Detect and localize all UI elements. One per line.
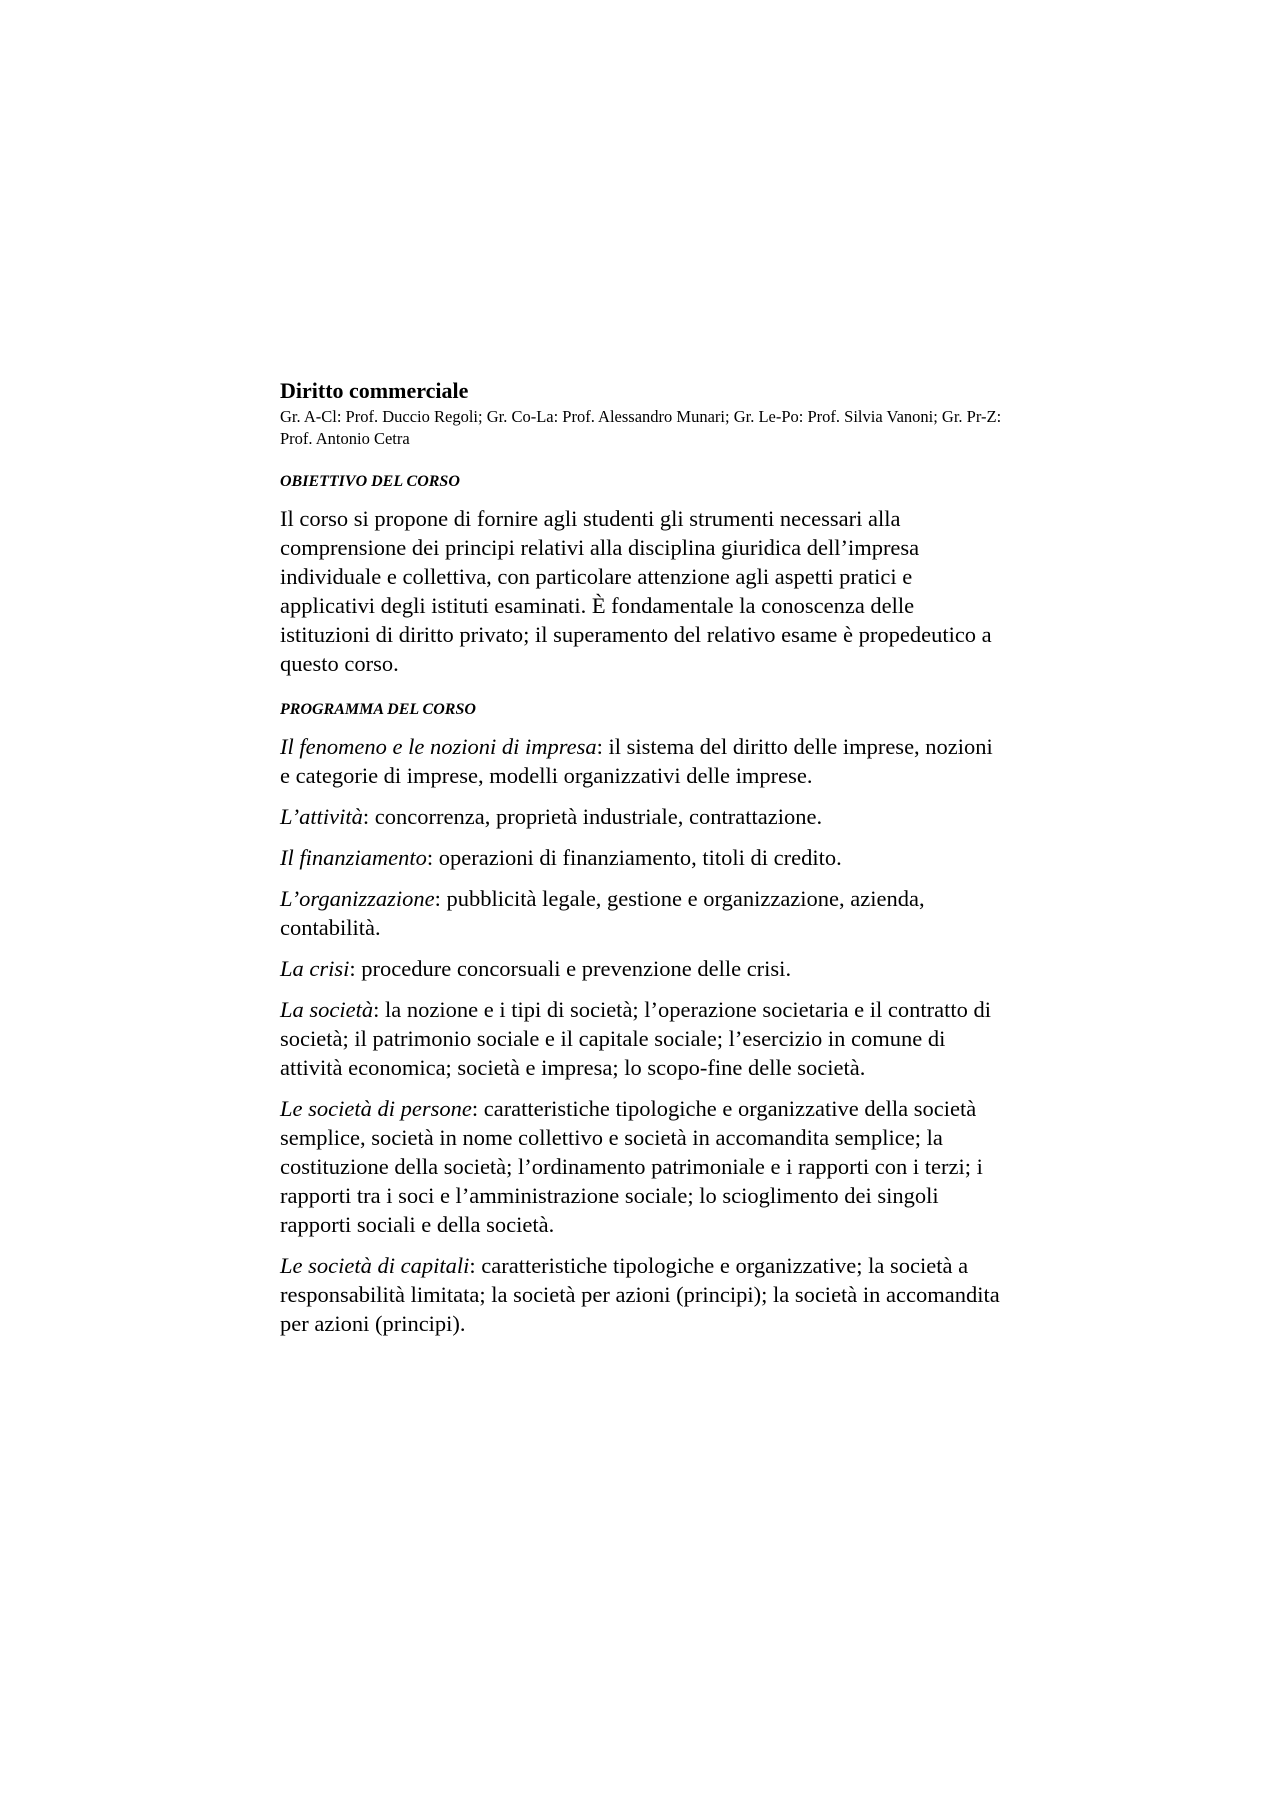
program-topic: [280, 1094, 1008, 1239]
topic-text: : il sistema del diritto delle imprese, nozioni e categorie di imprese, modelli organizzativi delle imprese.: [280, 734, 993, 788]
course-title: Diritto commerciale: [280, 378, 469, 403]
topic-text: : caratteristiche tipologiche e organizzative della società semplice, società in nome collettivo e società in accomandita semplice; la costituzione della società; l’ordinamento patrimoniale e i rapporti con i terzi; i rapporti tra i soci e l’amministrazione sociale; lo scioglimento dei singoli rapporti sociali e della società.: [280, 1096, 983, 1237]
topic-text: : operazioni di finanziamento, titoli di credito.: [426, 845, 842, 870]
program-heading: PROGRAMMA DEL CORSO: [280, 701, 476, 718]
objective-heading: OBIETTIVO DEL CORSO: [280, 473, 460, 490]
topic-label: La crisi: [280, 956, 350, 981]
topic-text: : procedure concorsuali e prevenzione delle crisi.: [349, 956, 792, 981]
objective-text: Il corso si propone di fornire agli studenti gli strumenti necessari alla comprensione dei principi relativi alla disciplina giuridica dell’impresa individuale e collettiva, con particolare attenzione agli aspetti pratici e applicativi degli istituti esaminati. È fondamentale la conoscenza delle istituzioni di diritto privato; il superamento del relativo esame è propedeutico a questo corso.: [280, 506, 992, 676]
topic-label: Il fenomeno e le nozioni di impresa: [280, 734, 597, 759]
topic-label: La società: [280, 997, 374, 1022]
program-topics: [280, 732, 1008, 1338]
topic-label: L’organizzazione: [280, 886, 435, 911]
program-topic: [280, 802, 1008, 831]
topic-text: : pubblicità legale, gestione e organizzazione, azienda, contabilità.: [280, 886, 925, 940]
topic-text: : la nozione e i tipi di società; l’operazione societaria e il contratto di società; il patrimonio sociale e il capitale sociale; l’esercizio in comune di attività economica; società e impresa; lo scopo-fine delle società.: [280, 997, 992, 1080]
topic-label: L’attività: [280, 804, 363, 829]
program-topic: [280, 884, 1008, 942]
document-page: [280, 378, 1008, 1350]
program-topic: [280, 954, 1008, 983]
topic-label: Il finanziamento: [280, 845, 427, 870]
topic-label: Le società di capitali: [280, 1253, 470, 1278]
course-teachers: Gr. A-Cl: Prof. Duccio Regoli; Gr. Co-La: Prof. Alessandro Munari; Gr. Le-Po: Prof. Silvia Vanoni; Gr. Pr-Z: Prof. Antonio Cetra: [280, 407, 1002, 448]
topic-label: Le società di persone: [280, 1096, 472, 1121]
program-topic: [280, 995, 1008, 1082]
topic-text: : caratteristiche tipologiche e organizzative; la società a responsabilità limitata; la società per azioni (principi); la società in accomandita per azioni (principi).: [280, 1253, 1000, 1336]
program-topic: [280, 732, 1008, 790]
program-topic: [280, 1251, 1008, 1338]
program-topic: [280, 843, 1008, 872]
topic-text: : concorrenza, proprietà industriale, contrattazione.: [362, 804, 823, 829]
